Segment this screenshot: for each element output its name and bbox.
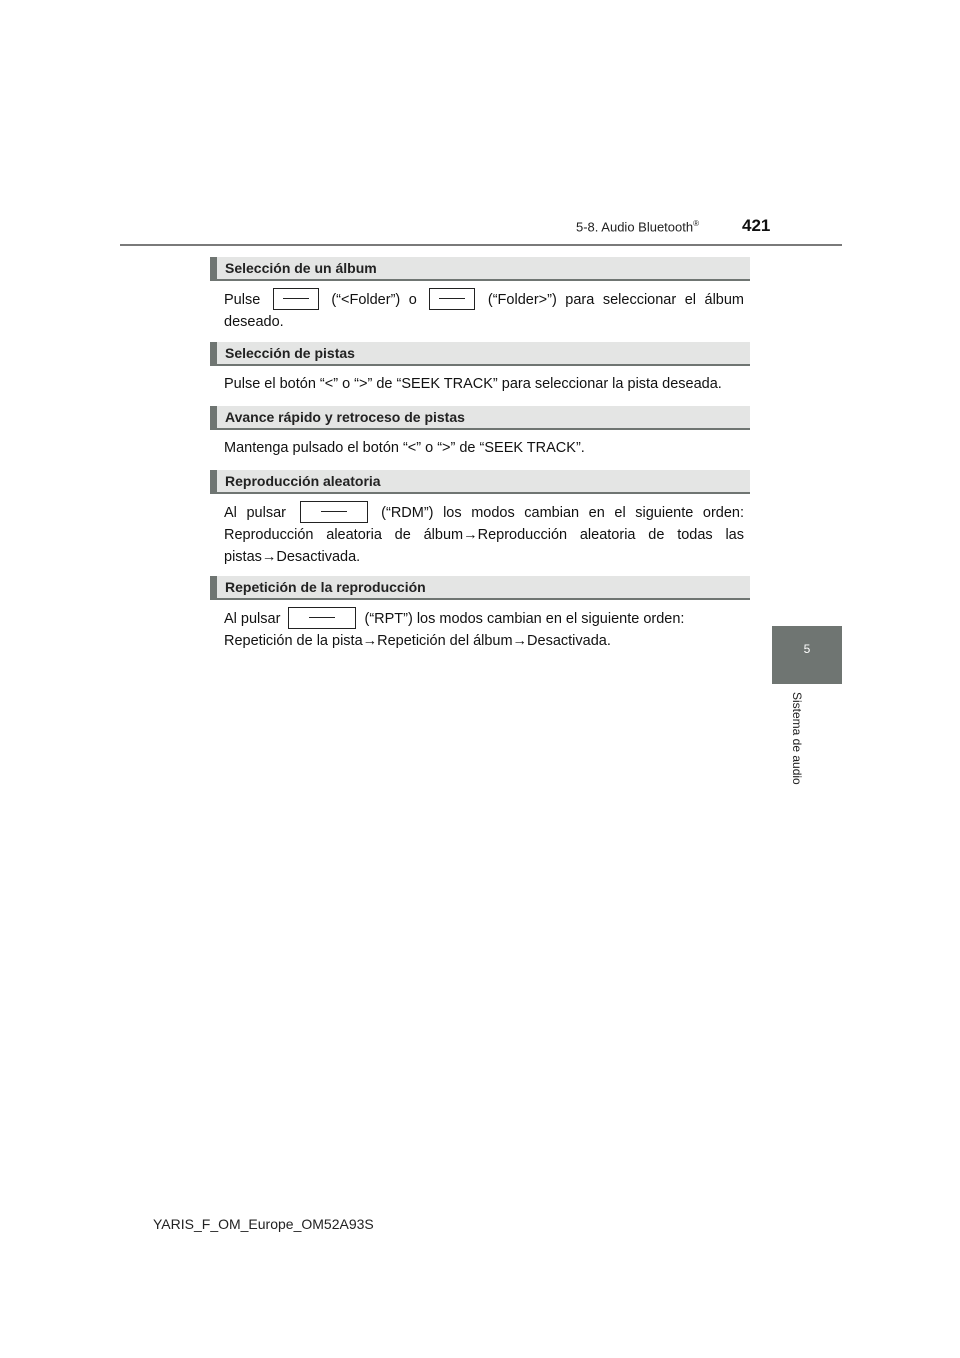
section-random-playback [210,470,750,568]
body-text-part: (“RDM”) los modos cambian en el siguiente orden: [381,505,744,521]
page-number: 421 [742,216,771,235]
section-body [210,501,750,568]
section-fast-forward-rewind [210,406,750,459]
body-text-part: Reproducción aleatoria de álbum→Reproducción aleatoria de todas las pistas→Desactivada. [224,527,744,565]
rdm-button-icon [300,501,368,523]
section-body: Pulse el botón “<” o “>” de “SEEK TRACK” para seleccionar la pista deseada. [224,376,722,392]
section-body: Mantenga pulsado el botón “<” o “>” de “SEEK TRACK”. [224,440,585,456]
section-body [210,607,750,652]
body-text-part: (“RPT”) los modos cambian en el siguiente orden: [364,611,685,627]
chapter-tab: 5 [772,626,842,684]
section-heading: Selección de pistas [210,342,750,366]
registered-mark: ® [693,219,699,228]
header-divider [120,244,842,246]
folder-up-button-icon [429,288,475,310]
folder-down-button-icon [273,288,319,310]
section-heading: Selección de un álbum [210,257,750,281]
body-text-part: Al pulsar [224,505,286,521]
section-heading: Avance rápido y retroceso de pistas [210,406,750,430]
section-repeat-playback [210,576,750,652]
section-album-selection [210,257,750,333]
section-heading: Repetición de la reproducción [210,576,750,600]
section-title: 5-8. Audio Bluetooth [576,219,694,235]
chapter-title: Sistema de audio [790,692,804,785]
body-text-part: Al pulsar [224,611,281,627]
running-header [576,219,699,234]
rpt-button-icon [288,607,356,629]
document-code: YARIS_F_OM_Europe_OM52A93S [153,1216,374,1232]
body-text-part: Pulse [224,292,261,308]
body-text-part: (“Folder>”) para seleccionar el álbum deseado. [224,292,745,330]
section-track-selection [210,342,750,395]
body-text-part: (“<Folder”) o [331,292,417,308]
section-heading: Reproducción aleatoria [210,470,750,494]
section-body [210,288,750,333]
body-text-part: Repetición de la pista→Repetición del álbum→Desactivada. [224,633,611,649]
